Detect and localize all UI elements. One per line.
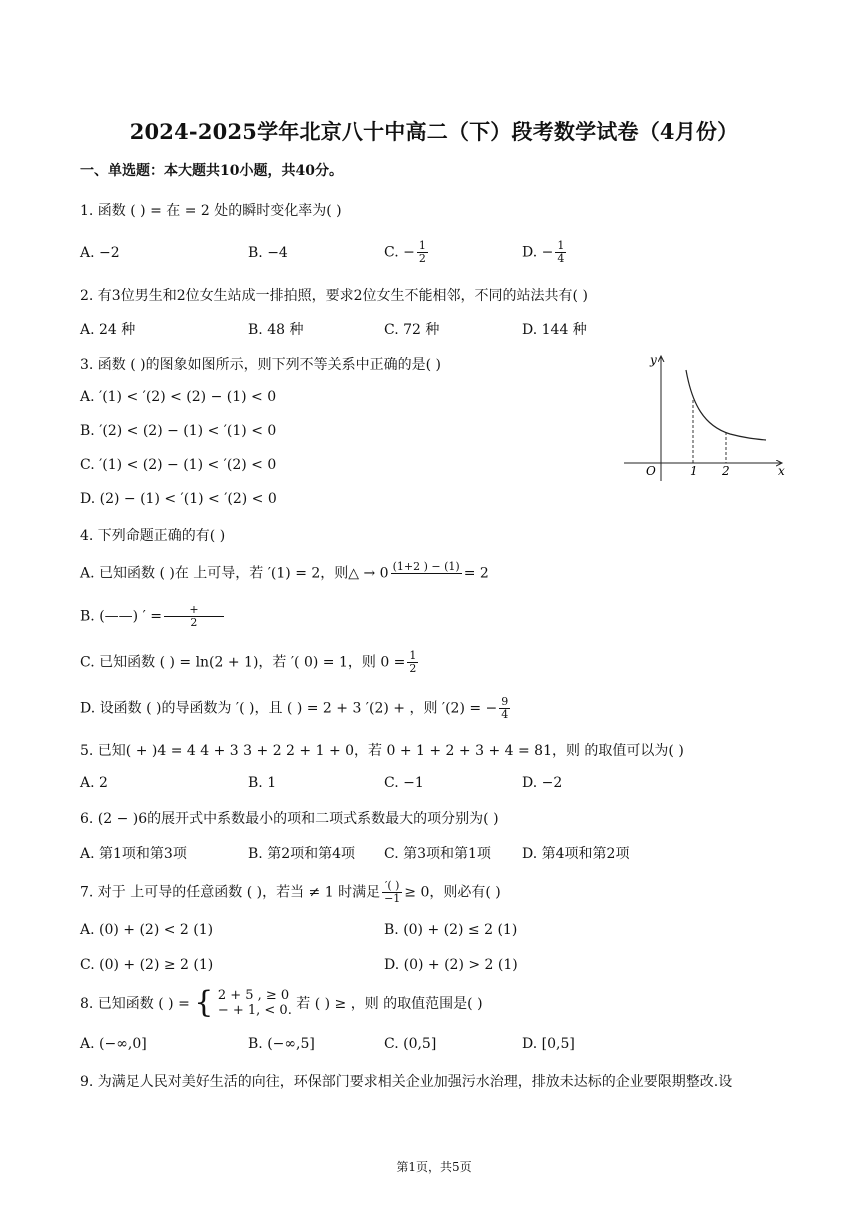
question-6: 6. (2 − )6的展开式中系数最小的项和二项式系数最大的项分别为( ) — [80, 811, 499, 827]
piecewise-case-1: 2 + 5 , ≥ 0 — [217, 988, 290, 1003]
origin-label: O — [646, 464, 656, 478]
q1-option-d — [522, 240, 568, 265]
tick-label-1: 1 — [690, 464, 698, 478]
question-1 — [80, 200, 342, 220]
q1-option-a: A. −2 — [80, 245, 120, 261]
question-5: 5. 已知( + )4 = 4 4 + 3 3 + 2 2 + 1 + 0，若 0 + 1 + 2 + 3 + 4 = 81，则 的取值可以为( ) — [80, 743, 684, 759]
q4-option-a-text: A. 已知函数 ( )在 上可导，若 ′(1) = 2，则△ → 0 — [80, 565, 389, 582]
q7-option-a: A. (0) + (2) < 2 (1) — [80, 922, 214, 938]
question-7-text-a: 7. 对于 上可导的任意函数 ( )，若当 ≠ 1 时满足 — [80, 884, 381, 901]
page-footer: 第1页，共5页 — [396, 1160, 472, 1174]
q1-option-d-frac: $\frac{1}{4}$ — [557, 239, 565, 265]
q4-option-d-frac: $\frac{9}{4}$ — [501, 695, 509, 721]
section-header: 一、单选题：本大题共10小题，共40分。 — [80, 163, 343, 179]
q8-option-d: D. [0,5] — [522, 1036, 575, 1052]
q7-option-d: D. (0) + (2) > 2 (1) — [384, 957, 518, 973]
piecewise-case-2: − + 1, < 0. — [217, 1003, 292, 1018]
q3-option-b: B. ′(2) < (2) − (1) < ′(1) < 0 — [80, 423, 277, 439]
question-7-text-b: ≥ 0，则必有( ) — [404, 884, 501, 901]
q4-option-d-text: D. 设函数 ( )的导函数为 ′( )，且 ( ) = 2 + 3 ′(2) + ，则 ′(2) = − — [80, 700, 498, 717]
q6-option-a: A. 第1项和第3项 — [80, 846, 187, 862]
question-2: 2. 有3位男生和2位女生站成一排拍照，要求2位女生不能相邻，不同的站法共有( ) — [80, 288, 588, 304]
function-graph — [620, 348, 790, 483]
q2-option-c: C. 72 种 — [384, 322, 440, 338]
q3-option-a: A. ′(1) < ′(2) < (2) − (1) < 0 — [80, 389, 277, 405]
q1-option-c — [384, 240, 430, 265]
q4-option-b-text: B. (——) ′ = — [80, 608, 162, 625]
q8-option-b: B. (−∞,5] — [248, 1036, 315, 1052]
piecewise-cases — [218, 988, 292, 1018]
q7-option-c: C. (0) + (2) ≥ 2 (1) — [80, 957, 214, 973]
q2-option-a: A. 24 种 — [80, 322, 136, 338]
q3-option-d: D. (2) − (1) < ′(1) < ′(2) < 0 — [80, 491, 277, 507]
question-1-text: 1. 函数 ( ) = 在 = 2 处的瞬时变化率为( ) — [80, 203, 342, 219]
q4-option-a-tail: = 2 — [463, 565, 489, 582]
question-8-text-a: 8. 已知函数 ( ) = — [80, 996, 190, 1012]
q6-option-b: B. 第2项和第4项 — [248, 846, 356, 862]
q5-option-b: B. 1 — [248, 775, 277, 791]
question-4: 4. 下列命题正确的有( ) — [80, 528, 226, 544]
decreasing-curve — [686, 370, 766, 440]
q1-option-c-label: C. − — [384, 244, 415, 261]
q4-option-c — [80, 650, 420, 675]
q4-option-c-frac: $\frac{1}{2}$ — [409, 649, 417, 675]
question-8 — [80, 985, 483, 1020]
q5-option-d: D. −2 — [522, 775, 563, 791]
tick-label-2: 2 — [722, 464, 730, 478]
q4-option-c-text: C. 已知函数 ( ) = ln(2 + 1)，若 ′( 0) = 1，则 0 = — [80, 654, 406, 671]
q7-option-b: B. (0) + (2) ≤ 2 (1) — [384, 922, 518, 938]
q8-option-c: C. (0,5] — [384, 1036, 437, 1052]
question-9: 9. 为满足人民对美好生活的向往，环保部门要求相关企业加强污水治理，排放未达标的企业要限期整改.设 — [80, 1074, 733, 1090]
q1-option-b: B. −4 — [248, 245, 288, 261]
page-title: 2024-2025学年北京八十中高二（下）段考数学试卷（4月份） — [129, 119, 739, 144]
q4-option-b-frac: $\frac{+}{2}$ — [164, 604, 224, 629]
question-7-frac: $\frac{'( )}{-1}$ — [384, 879, 401, 905]
q2-option-d: D. 144 种 — [522, 322, 587, 338]
q1-option-d-label: D. − — [522, 244, 554, 261]
q5-option-a: A. 2 — [80, 775, 108, 791]
q1-option-c-frac: $\frac{1}{2}$ — [418, 239, 426, 265]
q4-option-a-frac: (1+2 ) − (1) — [392, 560, 460, 573]
q5-option-c: C. −1 — [384, 775, 424, 791]
question-8-text-b: 若 ( ) ≥ ，则 的取值范围是( ) — [296, 996, 483, 1012]
q6-option-c: C. 第3项和第1项 — [384, 846, 491, 862]
question-7 — [80, 880, 501, 905]
q4-option-a — [80, 561, 489, 586]
q3-option-c: C. ′(1) < (2) − (1) < ′(2) < 0 — [80, 457, 277, 473]
q4-option-d — [80, 696, 512, 721]
piecewise-brace: { — [194, 985, 214, 1020]
x-axis-label: x — [778, 464, 785, 478]
y-axis-label: y — [650, 353, 657, 367]
question-3: 3. 函数 ( )的图象如图所示，则下列不等关系中正确的是( ) — [80, 357, 442, 373]
q6-option-d: D. 第4项和第2项 — [522, 846, 630, 862]
q2-option-b: B. 48 种 — [248, 322, 304, 338]
q8-option-a: A. (−∞,0] — [80, 1036, 147, 1052]
q4-option-b — [80, 604, 226, 629]
